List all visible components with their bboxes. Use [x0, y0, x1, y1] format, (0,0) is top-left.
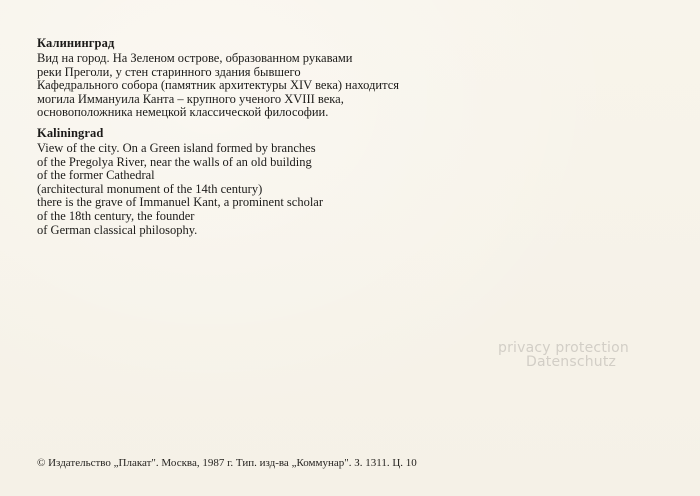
english-line-4: (architectural monument of the 14th century) — [37, 181, 263, 196]
watermark-line-2: Datenschutz — [526, 354, 617, 370]
english-line-1: View of the city. On a Green island formed by branches — [37, 141, 316, 155]
english-line-3: of the former Cathedral — [37, 168, 155, 183]
russian-line-2: реки Преголи, у стен старинного здания бывшего — [37, 64, 301, 79]
publisher-imprint: © Издательство „Плакат". Москва, 1987 г. Тип. изд-ва „Коммунар". З. 1311. Ц. 10 — [37, 457, 417, 469]
watermark-line-1: privacy protection — [498, 340, 629, 356]
russian-line-1: Вид на город. На Зеленом острове, образованном рукавами — [37, 51, 353, 65]
russian-caption — [37, 36, 597, 120]
russian-heading: Калининград — [37, 36, 115, 50]
english-caption — [37, 126, 597, 237]
russian-line-3: Кафедрального собора (памятник архитектуры XIV века) находится — [37, 78, 400, 93]
english-line-5: there is the grave of Immanuel Kant, a prominent scholar — [37, 195, 324, 210]
english-line-2: of the Pregolya River, near the walls of an old building — [37, 154, 312, 169]
privacy-watermark — [498, 341, 658, 369]
russian-line-5: основоположника немецкой классической философии. — [37, 105, 329, 120]
english-heading: Kaliningrad — [37, 126, 104, 140]
russian-line-4: могила Иммануила Канта – крупного ученого XVIII века, — [37, 91, 344, 106]
english-line-6: of the 18th century, the founder — [37, 208, 195, 223]
english-line-7: of German classical philosophy. — [37, 222, 198, 237]
